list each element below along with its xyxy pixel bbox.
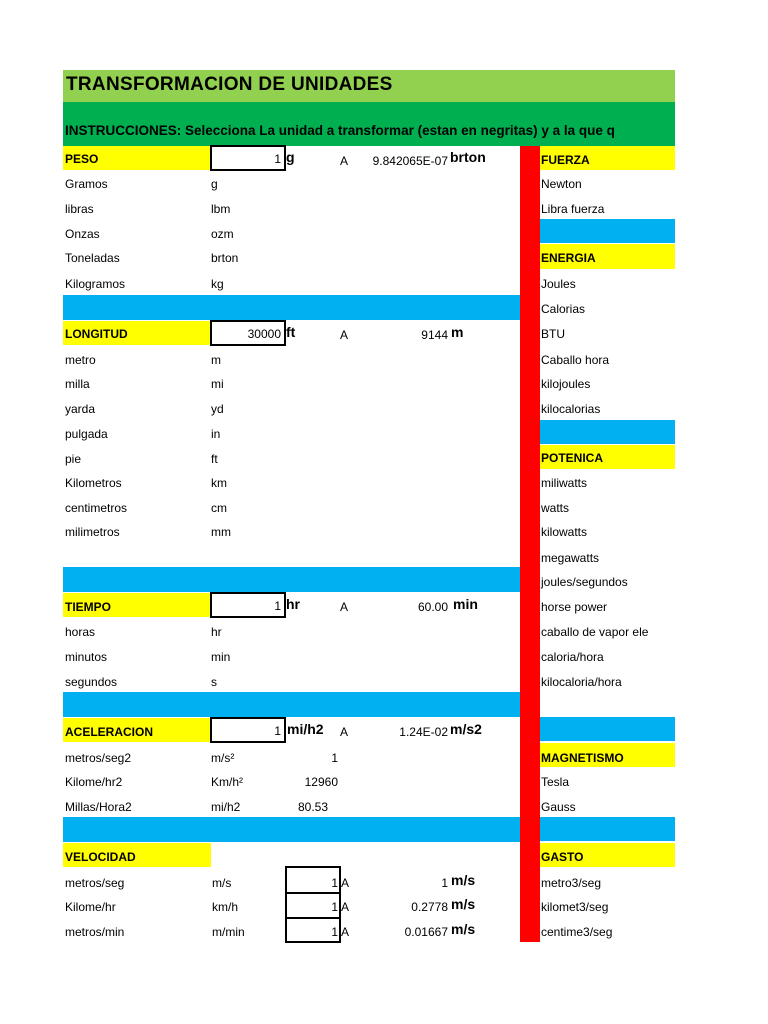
list-item: metro3/seg bbox=[541, 876, 602, 890]
velocidad-input-divider bbox=[285, 917, 341, 919]
list-item: pulgada bbox=[65, 427, 108, 441]
tiempo-result: 60.00 bbox=[417, 600, 448, 614]
list-item: horse power bbox=[541, 600, 608, 614]
list-item-value: 12960 bbox=[304, 775, 338, 789]
separator-bar bbox=[63, 567, 520, 592]
velocidad-label: VELOCIDAD bbox=[65, 850, 136, 864]
list-item: ozm bbox=[211, 227, 234, 241]
peso-input-value: 1 bbox=[274, 152, 281, 166]
tiempo-a: A bbox=[340, 600, 349, 614]
list-item: yd bbox=[211, 402, 224, 416]
velocidad-to-unit[interactable]: m/s bbox=[451, 872, 476, 888]
tiempo-input-value: 1 bbox=[274, 599, 281, 613]
list-item: Millas/Hora2 bbox=[65, 800, 132, 814]
list-item: caballo de vapor ele bbox=[541, 625, 649, 639]
list-item: lbm bbox=[211, 202, 231, 216]
instructions-text: INSTRUCCIONES: Selecciona La unidad a transformar (estan en negritas) y a la que q bbox=[65, 123, 615, 138]
list-item: s bbox=[211, 675, 217, 689]
list-item: caloria/hora bbox=[541, 650, 604, 664]
instructions-bar bbox=[63, 102, 675, 146]
peso-input[interactable] bbox=[210, 145, 286, 171]
separator-bar bbox=[540, 817, 675, 841]
list-item: metro bbox=[65, 353, 96, 367]
list-item: milla bbox=[65, 377, 90, 391]
aceleracion-input[interactable] bbox=[210, 717, 286, 743]
list-item: miliwatts bbox=[541, 476, 588, 490]
longitud-to-unit[interactable]: m bbox=[451, 324, 464, 340]
list-item: kilomet3/seg bbox=[541, 900, 609, 914]
separator-bar bbox=[540, 219, 675, 243]
list-item: min bbox=[211, 650, 231, 664]
list-item: kilojoules bbox=[541, 377, 591, 391]
list-item: m/min bbox=[212, 925, 245, 939]
list-item: kilowatts bbox=[541, 525, 588, 539]
velocidad-to-unit[interactable]: m/s bbox=[451, 896, 476, 912]
aceleracion-result: 1.24E-02 bbox=[399, 725, 448, 739]
peso-from-unit[interactable]: g bbox=[286, 149, 295, 165]
gasto-label: GASTO bbox=[541, 850, 584, 864]
velocidad-a: A bbox=[341, 876, 350, 890]
list-item: Joules bbox=[541, 277, 576, 291]
list-item: joules/segundos bbox=[541, 575, 628, 589]
separator-bar bbox=[540, 420, 675, 444]
list-item: km bbox=[211, 476, 227, 490]
list-item: Libra fuerza bbox=[541, 202, 605, 216]
separator-bar bbox=[63, 692, 520, 717]
list-item-value: 1 bbox=[331, 751, 338, 765]
velocidad-a: A bbox=[341, 925, 350, 939]
red-divider bbox=[520, 146, 540, 942]
peso-label: PESO bbox=[65, 152, 99, 166]
velocidad-input-mmin[interactable]: 1 bbox=[331, 925, 338, 939]
tiempo-to-unit[interactable]: min bbox=[453, 596, 478, 612]
list-item: kilocalorias bbox=[541, 402, 601, 416]
list-item: mm bbox=[211, 525, 231, 539]
list-item: centime3/seg bbox=[541, 925, 613, 939]
list-item: pie bbox=[65, 452, 82, 466]
list-item: megawatts bbox=[541, 551, 600, 565]
longitud-label: LONGITUD bbox=[65, 327, 128, 341]
peso-a: A bbox=[340, 154, 349, 168]
longitud-result: 9144 bbox=[421, 328, 448, 342]
list-item: Caballo hora bbox=[541, 353, 610, 367]
list-item: watts bbox=[541, 501, 570, 515]
velocidad-result: 1 bbox=[441, 876, 448, 890]
longitud-from-unit[interactable]: ft bbox=[286, 324, 296, 340]
fuerza-label: FUERZA bbox=[541, 153, 590, 167]
list-item: Kilome/hr bbox=[65, 900, 116, 914]
longitud-input[interactable] bbox=[210, 320, 286, 346]
list-item: g bbox=[211, 177, 218, 191]
energia-label: ENERGIA bbox=[541, 251, 596, 265]
tiempo-input[interactable] bbox=[210, 592, 286, 618]
velocidad-input-divider bbox=[285, 892, 341, 894]
list-item: Newton bbox=[541, 177, 582, 191]
velocidad-to-unit[interactable]: m/s bbox=[451, 921, 476, 937]
longitud-input-value: 30000 bbox=[247, 327, 281, 341]
list-item: in bbox=[211, 427, 221, 441]
list-item: Onzas bbox=[65, 227, 100, 241]
list-item: mi/h2 bbox=[211, 800, 241, 814]
velocidad-input-ms[interactable]: 1 bbox=[331, 876, 338, 890]
tiempo-label: TIEMPO bbox=[65, 600, 112, 614]
list-item: libras bbox=[65, 202, 94, 216]
list-item: brton bbox=[211, 251, 239, 265]
list-item-value: 80.53 bbox=[297, 800, 328, 814]
list-item: hr bbox=[211, 625, 222, 639]
list-item: Km/h² bbox=[211, 775, 244, 789]
list-item: cm bbox=[211, 501, 227, 515]
longitud-a: A bbox=[340, 328, 349, 342]
list-item: m/s bbox=[212, 876, 232, 890]
separator-bar bbox=[540, 717, 675, 741]
aceleracion-input-value: 1 bbox=[274, 724, 281, 738]
tiempo-from-unit[interactable]: hr bbox=[286, 596, 300, 612]
aceleracion-a: A bbox=[340, 725, 349, 739]
list-item: Calorias bbox=[541, 302, 586, 316]
velocidad-result: 0.01667 bbox=[404, 925, 448, 939]
list-item: metros/seg bbox=[65, 876, 125, 890]
list-item: metros/min bbox=[65, 925, 125, 939]
list-item: ft bbox=[211, 452, 218, 466]
list-item: yarda bbox=[65, 402, 96, 416]
velocidad-a: A bbox=[341, 900, 350, 914]
list-item: Toneladas bbox=[65, 251, 120, 265]
magnetismo-label: MAGNETISMO bbox=[541, 751, 624, 765]
list-item: Tesla bbox=[541, 775, 570, 789]
list-item: Gramos bbox=[65, 177, 108, 191]
list-item: Gauss bbox=[541, 800, 576, 814]
separator-bar bbox=[63, 295, 520, 320]
list-item: Kilometros bbox=[65, 476, 122, 490]
peso-to-unit[interactable]: brton bbox=[450, 149, 486, 165]
list-item: minutos bbox=[65, 650, 108, 664]
list-item: Kilogramos bbox=[65, 277, 126, 291]
list-item: mi bbox=[211, 377, 224, 391]
list-item: milimetros bbox=[65, 525, 120, 539]
peso-result: 9.842065E-07 bbox=[372, 154, 448, 168]
velocidad-input-kmh[interactable]: 1 bbox=[331, 900, 338, 914]
list-item: centimetros bbox=[65, 501, 128, 515]
list-item: m/s² bbox=[211, 751, 235, 765]
potencia-label: POTENICA bbox=[541, 451, 604, 465]
list-item: horas bbox=[65, 625, 96, 639]
list-item: BTU bbox=[541, 327, 565, 341]
list-item: metros/seg2 bbox=[65, 751, 132, 765]
list-item: kilocaloria/hora bbox=[541, 675, 622, 689]
velocidad-result: 0.2778 bbox=[411, 900, 448, 914]
list-item: m bbox=[211, 353, 221, 367]
list-item: kg bbox=[211, 277, 224, 291]
list-item: segundos bbox=[65, 675, 118, 689]
aceleracion-to-unit[interactable]: m/s2 bbox=[450, 721, 482, 737]
sheet-title: TRANSFORMACION DE UNIDADES bbox=[66, 74, 393, 95]
aceleracion-from-unit[interactable]: mi/h2 bbox=[287, 721, 324, 737]
list-item: km/h bbox=[212, 900, 239, 914]
list-item: Kilome/hr2 bbox=[65, 775, 123, 789]
separator-bar bbox=[63, 817, 520, 842]
aceleracion-label: ACELERACION bbox=[65, 725, 154, 739]
